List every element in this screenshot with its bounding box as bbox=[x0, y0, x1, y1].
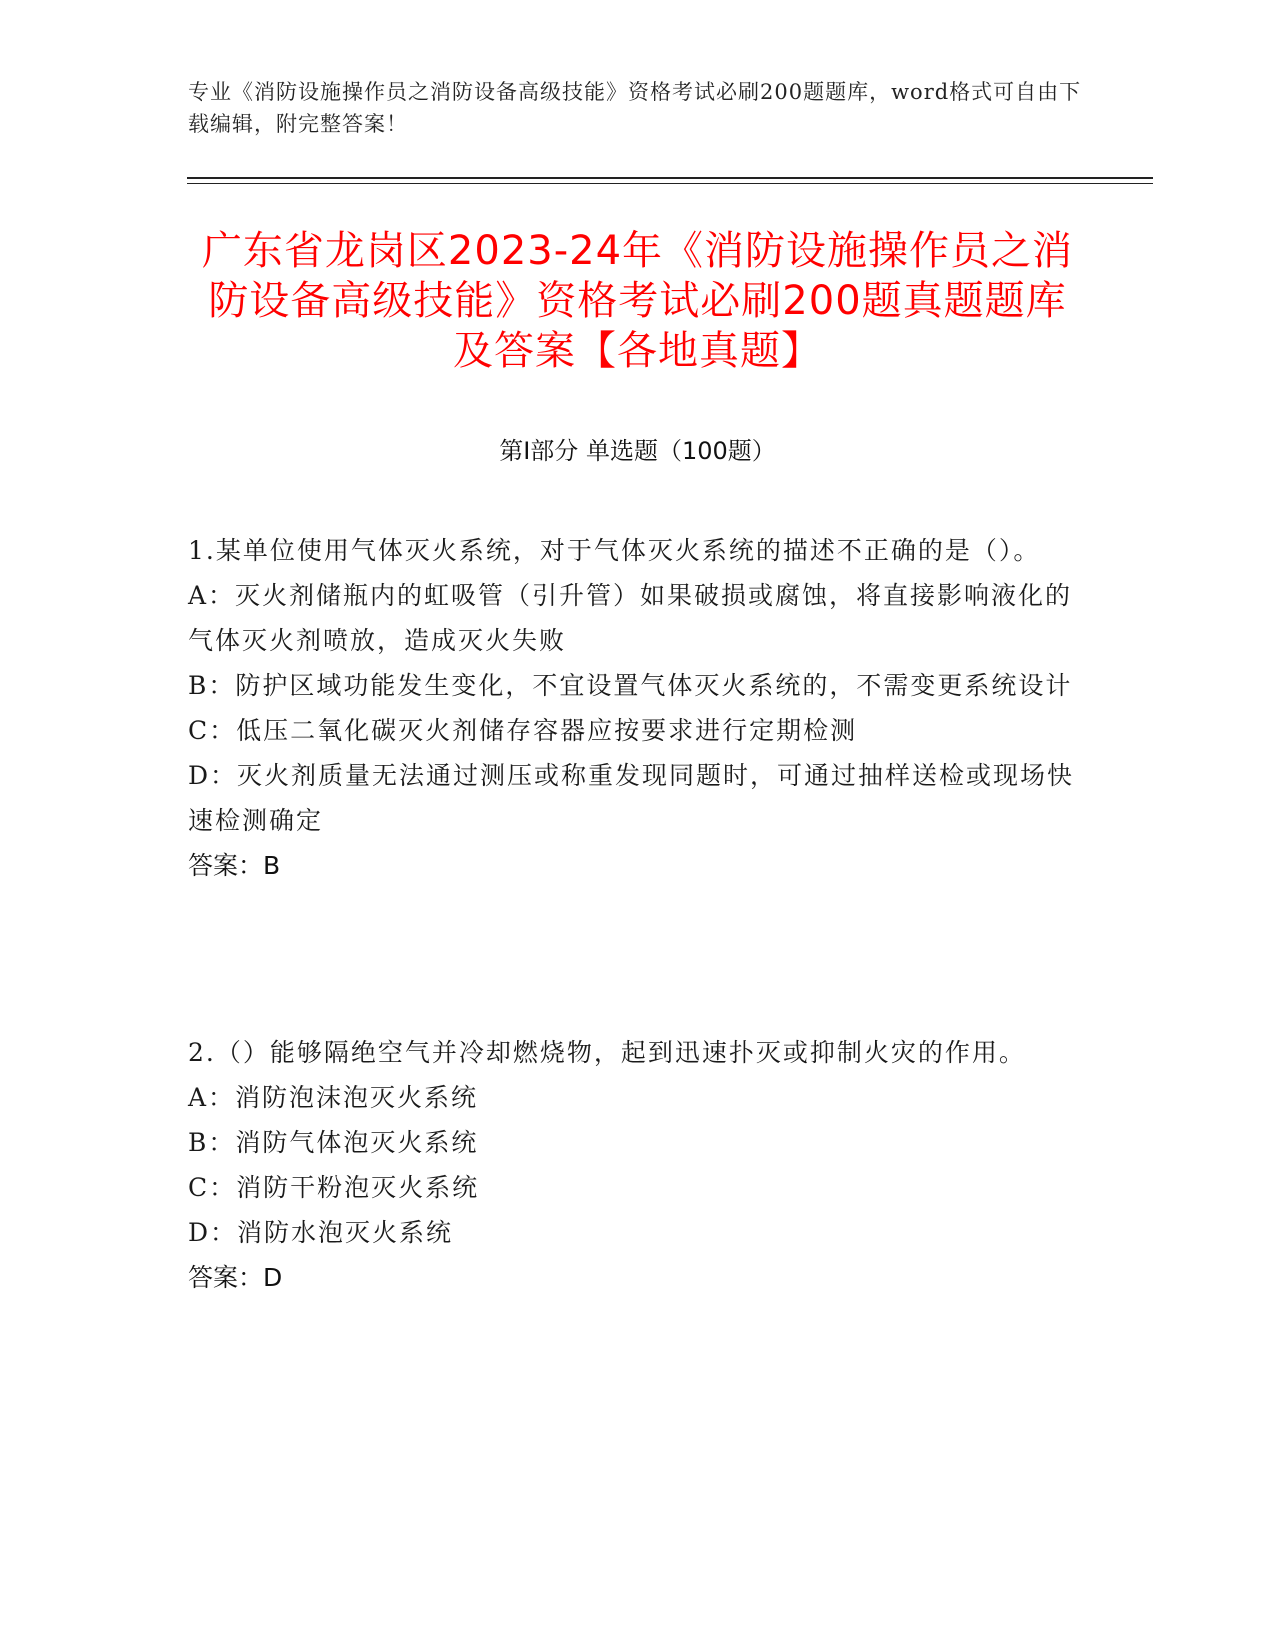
header-divider-thin bbox=[187, 183, 1153, 184]
option-b: B：消防气体泡灭火系统 bbox=[188, 1128, 479, 1157]
question-2 bbox=[188, 1030, 1083, 1300]
option-d: D：消防水泡灭火系统 bbox=[188, 1218, 454, 1247]
option-a: A：灭火剂储瓶内的虹吸管（引升管）如果破损或腐蚀，将直接影响液化的气体灭火剂喷放，造成灭火失败 bbox=[188, 581, 1073, 655]
option-d: D：灭火剂质量无法通过测压或称重发现同题时，可通过抽样送检或现场快速检测确定 bbox=[188, 761, 1075, 835]
header-divider-thick bbox=[187, 177, 1153, 179]
question-stem: 1.某单位使用气体灭火系统，对于气体灭火系统的描述不正确的是（）。 bbox=[188, 536, 1041, 565]
answer: 答案：D bbox=[188, 1263, 283, 1292]
section-heading: 第I部分 单选题（100题） bbox=[499, 437, 776, 465]
header-note: 专业《消防设施操作员之消防设备高级技能》资格考试必刷200题题库，word格式可自由下载编辑，附完整答案！ bbox=[188, 80, 1082, 136]
option-c: C：低压二氧化碳灭火剂储存容器应按要求进行定期检测 bbox=[188, 716, 858, 745]
option-c: C：消防干粉泡灭火系统 bbox=[188, 1173, 480, 1202]
answer: 答案：B bbox=[188, 851, 281, 880]
option-b: B：防护区域功能发生变化，不宜设置气体灭火系统的，不需变更系统设计 bbox=[188, 671, 1073, 700]
option-a: A：消防泡沫泡灭火系统 bbox=[188, 1083, 479, 1112]
document-title: 广东省龙岗区2023-24年《消防设施操作员之消防设备高级技能》资格考试必刷200题真题题库及答案【各地真题】 bbox=[201, 228, 1074, 374]
question-1 bbox=[188, 528, 1083, 888]
question-stem: 2.（）能够隔绝空气并冷却燃烧物，起到迅速扑灭或抑制火灾的作用。 bbox=[188, 1038, 1026, 1067]
